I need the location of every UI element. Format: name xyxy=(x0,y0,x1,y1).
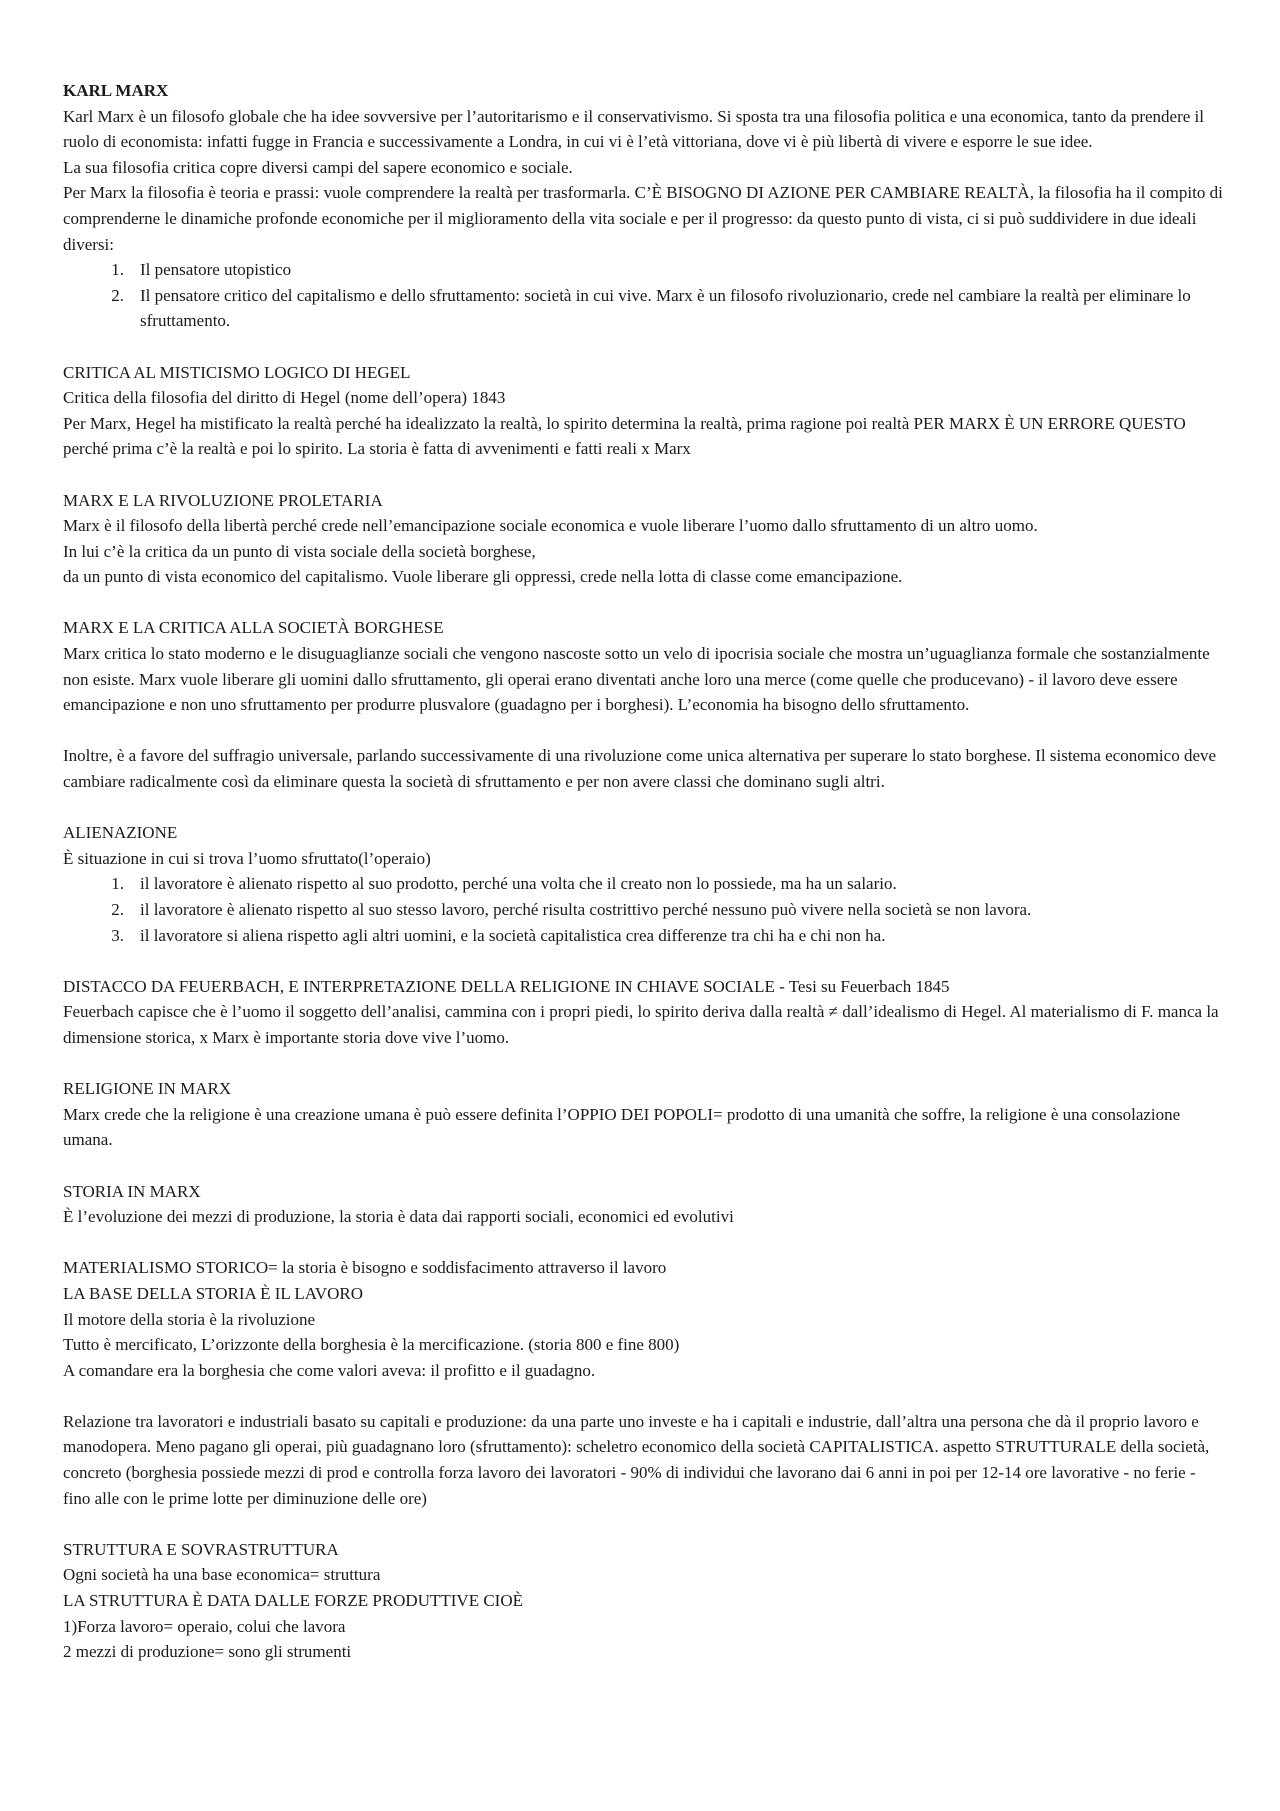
section-heading: ALIENAZIONE xyxy=(63,823,178,843)
section-heading: STORIA IN MARX xyxy=(63,1181,201,1201)
text-line: A comandare era la borghesia che come valori aveva: il profitto e il guadagno. xyxy=(63,1360,596,1380)
text-line: Ogni società ha una base economica= struttura xyxy=(63,1565,381,1585)
paragraph: È l’evoluzione dei mezzi di produzione, la storia è data dai rapporti sociali, economici ed evolutivi xyxy=(63,1207,734,1227)
section-heading: MARX E LA CRITICA ALLA SOCIETÀ BORGHESE xyxy=(63,618,444,638)
paragraph: Marx crede che la religione è una creazione umana è può essere definita l’OPPIO DEI POPOLI= prodotto di una umanità che soffre, la religione è una consolazione umana. xyxy=(63,1104,1181,1150)
list-item: 2. Il pensatore critico del capitalismo e dello sfruttamento: società in cui vive. Marx è un filosofo rivoluzionario, crede nel cambiare la realtà per eliminare lo sfruttamento. xyxy=(111,285,1191,331)
paragraph: Relazione tra lavoratori e industriali basato su capitali e produzione: da una parte uno investe e ha i capitali e industrie, dall’altra una persona che dà il proprio lavoro e manodopera. Meno pagano gli operai, più guadagnano loro (sfruttamento): scheletro economico della società CAPITALISTICA. aspetto STRUTTURALE della società, concreto (borghesia possiede mezzi di prod e controlla forza lavoro dei lavoratori - 90% di individui che lavorano dai 6 anni in poi per 12-14 ore lavorative - no ferie - fino alle con le prime lotte per diminuzione delle ore) xyxy=(63,1411,1210,1508)
document-title: KARL MARX xyxy=(63,81,169,100)
text-line: Tutto è mercificato, L’orizzonte della borghesia è la mercificazione. (storia 800 e fine 800) xyxy=(63,1335,680,1355)
paragraph: da un punto di vista economico del capitalismo. Vuole liberare gli oppressi, crede nella lotta di classe come emancipazione. xyxy=(63,567,903,587)
text-line: LA BASE DELLA STORIA È IL LAVORO xyxy=(63,1283,364,1303)
section-heading: MARX E LA RIVOLUZIONE PROLETARIA xyxy=(63,490,383,510)
paragraph: È situazione in cui si trova l’uomo sfruttato(l’operaio) xyxy=(63,848,431,868)
text-line: MATERIALISMO STORICO= la storia è bisogno e soddisfacimento attraverso il lavoro xyxy=(63,1258,667,1278)
paragraph: Per Marx, Hegel ha mistificato la realtà perché ha idealizzato la realtà, lo spirito determina la realtà, prima ragione poi realtà PER MARX È UN ERRORE QUESTO perché prima c’è la realtà e poi lo spirito. La storia è fatta di avvenimenti e fatti reali x Marx xyxy=(63,413,1186,459)
text-line: 1)Forza lavoro= operaio, colui che lavora xyxy=(63,1616,346,1636)
document-page xyxy=(63,78,1223,1665)
paragraph: Inoltre, è a favore del suffragio universale, parlando successivamente di una rivoluzione come unica alternativa per superare lo stato borghese. Il sistema economico deve cambiare radicalmente così da eliminare questa la società di sfruttamento e per non avere classi che dominano sugli altri. xyxy=(63,746,1217,792)
paragraph: Feuerbach capisce che è l’uomo il soggetto dell’analisi, cammina con i propri piedi, lo spirito deriva dalla realtà ≠ dall’idealismo di Hegel. Al materialismo di F. manca la dimensione storica, x Marx è importante storia dove vive l’uomo. xyxy=(63,1002,1219,1047)
section-heading: DISTACCO DA FEUERBACH, E INTERPRETAZIONE DELLA RELIGIONE IN CHIAVE SOCIALE - Tesi su Feuerbach 1845 xyxy=(63,976,950,996)
section-heading: RELIGIONE IN MARX xyxy=(63,1079,232,1099)
paragraph: In lui c’è la critica da un punto di vista sociale della società borghese, xyxy=(63,541,536,561)
text-line: LA STRUTTURA È DATA DALLE FORZE PRODUTTIVE CIOÈ xyxy=(63,1591,523,1611)
paragraph: Per Marx la filosofia è teoria e prassi: vuole comprendere la realtà per trasformarla. C’È BISOGNO DI AZIONE PER CAMBIARE REALTÀ, la filosofia ha il compito di comprenderne le dinamiche profonde economiche per il miglioramento della vita sociale e per il progresso: da questo punto di vista, ci si può suddividere in due ideali diversi: xyxy=(63,183,1223,254)
list-item: 2. il lavoratore è alienato rispetto al suo stesso lavoro, perché risulta costrittivo perché nessuno può vivere nella società se non lavora. xyxy=(111,900,1032,919)
text-line: 2 mezzi di produzione= sono gli strumenti xyxy=(63,1642,352,1662)
paragraph: Marx critica lo stato moderno e le disuguaglianze sociali che vengono nascoste sotto un velo di ipocrisia sociale che mostra un’uguaglianza formale che sostanzialmente non esiste. Marx vuole liberare gli uomini dallo sfruttamento, gli operai erano diventati anche loro una merce (come quelle che producevano) - il lavoro deve essere emancipazione e non uno sfruttamento per produrre plusvalore (guadagno per i borghesi). L’economia ha bisogno dello sfruttamento. xyxy=(63,644,1210,715)
ideals-list xyxy=(63,257,1223,334)
alienation-list xyxy=(63,871,1223,948)
list-item: 3. il lavoratore si aliena rispetto agli altri uomini, e la società capitalistica crea differenze tra chi ha e chi non ha. xyxy=(111,925,886,945)
list-item: 1. Il pensatore utopistico xyxy=(111,260,292,280)
paragraph: La sua filosofia critica copre diversi campi del sapere economico e sociale. xyxy=(63,157,573,177)
paragraph: Marx è il filosofo della libertà perché crede nell’emancipazione sociale economica e vuole liberare l’uomo dallo sfruttamento di un altro uomo. xyxy=(63,516,1038,536)
section-heading: CRITICA AL MISTICISMO LOGICO DI HEGEL xyxy=(63,362,411,382)
paragraph: Critica della filosofia del diritto di Hegel (nome dell’opera) 1843 xyxy=(63,388,506,408)
section-heading: STRUTTURA E SOVRASTRUTTURA xyxy=(63,1539,339,1559)
text-line: Il motore della storia è la rivoluzione xyxy=(63,1309,316,1329)
list-item: 1. il lavoratore è alienato rispetto al suo prodotto, perché una volta che il creato non lo possiede, ma ha un salario. xyxy=(111,874,897,894)
paragraph: Karl Marx è un filosofo globale che ha idee sovversive per l’autoritarismo e il conservativismo. Si sposta tra una filosofia politica e una economica, tanto da prendere il ruolo di economista: infatti fugge in Francia e successivamente a Londra, in cui vi è l’età vittoriana, dove vi è più libertà di vivere e esporre le sue idee. xyxy=(63,106,1205,152)
